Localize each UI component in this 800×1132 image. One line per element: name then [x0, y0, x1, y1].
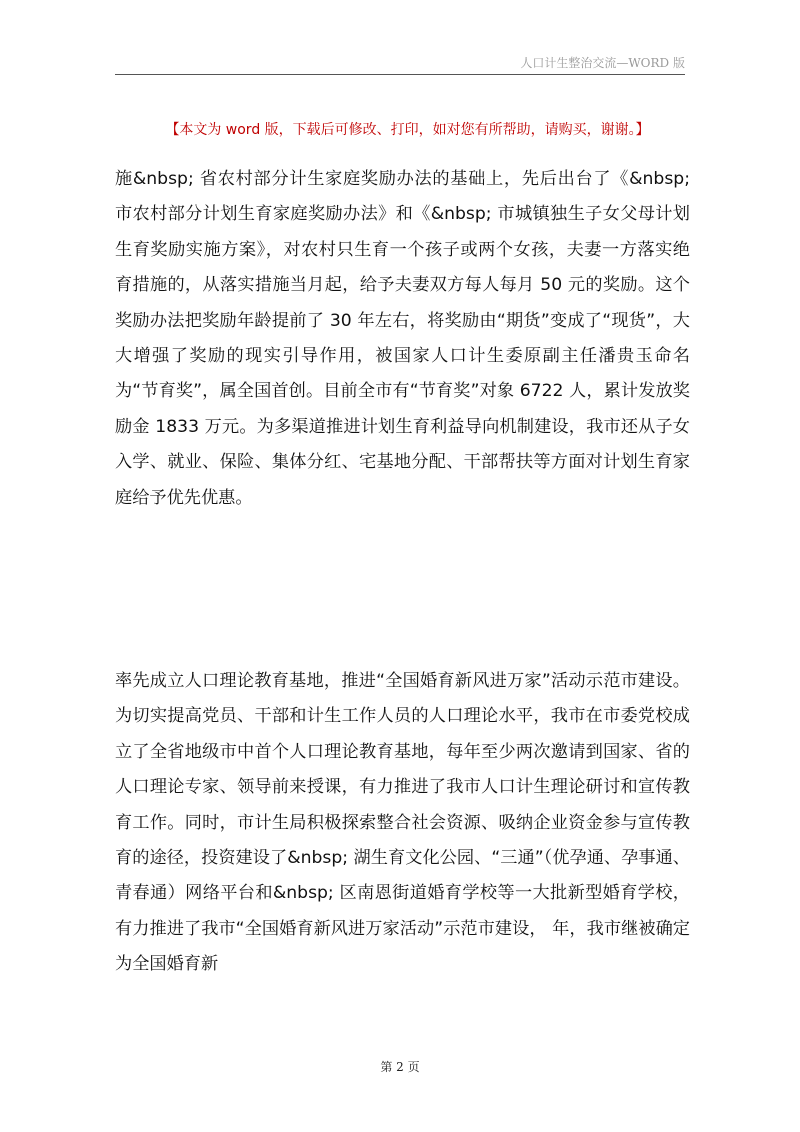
- purchase-notice: 【本文为 word 版，下载后可修改、打印，如对您有所帮助，请购买，谢谢。】: [165, 122, 650, 138]
- paragraph-1: 施&nbsp; 省农村部分计生家庭奖励办法的基础上，先后出台了《&nbsp; 市农村部分计划生育家庭奖励办法》和《&nbsp; 市城镇独生子女父母计划生育奖励实施方案》，对农村只生育一个孩子或两个女孩，夫妻一方落实绝育措施的，从落实措施当月起，给予夫妻双方每人每月 50 元的奖励。这个奖励办法把奖励年龄提前了 30 年左右，将奖励由“期货”变成了“现货”，大大增强了奖励的现实引导作用，被国家人口计生委原副主任潘贵玉命名为“节育奖”，属全国首创。目前全市有“节育奖”对象 6722 人，累计发放奖励金 1833 万元。为多渠道推进计划生育利益导向机制建设，我市还从子女入学、就业、保险、集体分红、宅基地分配、干部帮扶等方面对计划生育家庭给予优先优惠。: [115, 169, 690, 508]
- page-number: 第 2 页: [380, 1060, 420, 1074]
- paragraph-2: 率先成立人口理论教育基地，推进“全国婚育新风进万家”活动示范市建设。为切实提高党员、干部和计生工作人员的人口理论水平，我市在市委党校成立了全省地级市中首个人口理论教育基地，每年至少两次邀请到国家、省的人口理论专家、领导前来授课，有力推进了我市人口计生理论研讨和宣传教育工作。同时，市计生局积极探索整合社会资源、吸纳企业资金参与宣传教育的途径，投资建设了&nbsp; 湖生育文化公园、“三通”（优孕通、孕事通、青春通）网络平台和&nbsp; 区南恩街道婚育学校等一大批新型婚育学校，有力推进了我市“全国婚育新风进万家活动”示范市建设， 年，我市继被确定为全国婚育新: [115, 671, 690, 975]
- page-header: 人口计生整治交流—WORD 版: [115, 54, 685, 75]
